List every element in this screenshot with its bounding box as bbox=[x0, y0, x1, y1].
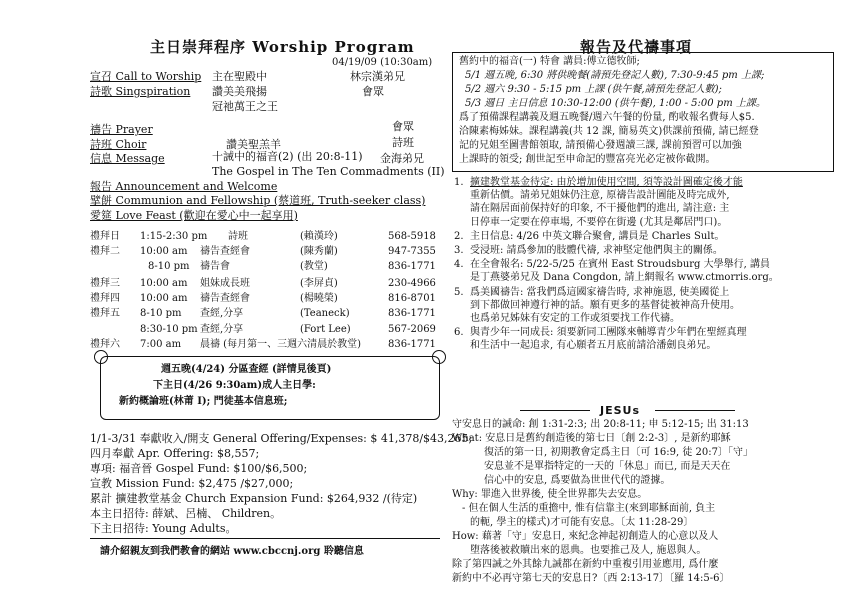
sabbath-line: 復活的第一日, 初期教會定爲主日〔可 16:9, 徒 20:7〕「守」 bbox=[484, 447, 753, 458]
schedule-phone: 836-1771 bbox=[388, 308, 436, 319]
sabbath-line: Why: 罪進入世界後, 使全世界都失去安息。 bbox=[452, 489, 648, 500]
schedule-contact: (教堂) bbox=[300, 261, 328, 272]
item-line: 和生活中一起追求, 有心願者五月底前請洽潘劍良弟兄。 bbox=[470, 340, 717, 352]
prayer-leader: 會眾 bbox=[392, 120, 414, 133]
call-to-worship-label: 宣召 Call to Worship bbox=[90, 70, 202, 83]
schedule-contact: (賴漢玲) bbox=[300, 231, 338, 242]
box-line: 爲了預備課程講義及週五晚餐/週六午餐的份量, 酌收報名費每人$5. bbox=[459, 112, 755, 123]
schedule-event: 禱告查經會 bbox=[200, 293, 250, 304]
usher-this-week: 本主日招待: 薛斌、呂楠、 Children。 bbox=[90, 507, 282, 520]
schedule-contact: (陳秀蘭) bbox=[300, 246, 338, 257]
schedule-event: 晨禱 (每月第一、三週六清晨於教堂) bbox=[200, 339, 361, 350]
sabbath-line: 新約中不必再守第七天的安息日?〔西 2:13-17〕〔羅 14:5-6〕 bbox=[452, 573, 730, 584]
box-line: 記的兄姐至圖書館領取, 請預備心發週讀三課, 課前預習可以加強 bbox=[459, 140, 742, 151]
schedule-time: 1:15-2:30 pm bbox=[140, 231, 208, 242]
sabbath-line: 安息並不是單指特定的一天的「休息」而已, 而是天天在 bbox=[484, 461, 731, 472]
item-line: 與青少年一同成長: 須要新同工團隊來輔導青少年們在聖經真理 bbox=[470, 327, 747, 339]
singspiration-song-1: 讚美美飛揚 bbox=[212, 85, 267, 98]
schedule-time: 7:00 am bbox=[140, 339, 182, 350]
sabbath-line: 守安息日的誡命: 創 1:31-2:3; 出 20:8-11; 申 5:12-15; 出 31:13 bbox=[452, 419, 749, 430]
schedule-event: 禱告查經會 bbox=[200, 246, 250, 257]
scroll-line: 下主日(4/26 9:30am)成人主日學: bbox=[153, 380, 316, 391]
schedule-contact: (楊曉榮) bbox=[300, 293, 338, 304]
announcement-item bbox=[452, 244, 837, 257]
message-label: 信息 Message bbox=[90, 152, 165, 165]
item-line: 到下都做回神遵行神的話。願有更多的基督徒被神高升使用。 bbox=[470, 299, 740, 311]
communion-label: 擘餅 Communion and Fellowship (蔡道班, Truth-seeker class) bbox=[90, 194, 426, 207]
message-title: 十誡中的福音(2) (出 20:8-11) bbox=[212, 150, 363, 163]
item-line: 是丁燕婆弟兄及 Dana Congdon, 請上網報名 www.ctmorris.org。 bbox=[470, 272, 779, 284]
choir-label: 詩班 Choir bbox=[90, 138, 147, 151]
usher-next-week: 下主日招待: Young Adults。 bbox=[90, 522, 237, 535]
worship-program-title: 主日崇拜程序 Worship Program bbox=[150, 38, 415, 56]
announcement-item bbox=[452, 286, 837, 326]
announcement-item bbox=[452, 176, 837, 229]
item-line: 也爲弟兄姊妹有安定的工作或須要找工作代禱。 bbox=[470, 313, 680, 325]
banner-rule-right bbox=[655, 410, 735, 411]
upcoming-events-scroll bbox=[100, 356, 440, 420]
schedule-phone: 567-2069 bbox=[388, 324, 436, 335]
schedule-time: 8:30-10 pm bbox=[140, 324, 198, 335]
box-line: 5/2 週六 9:30 - 5:15 pm 上課 (供午餐,請預先登記人數); bbox=[465, 84, 722, 95]
schedule-day: 禮拜五 bbox=[90, 308, 120, 319]
schedule-phone: 836-1771 bbox=[388, 339, 436, 350]
schedule-phone: 947-7355 bbox=[388, 246, 436, 257]
announcement-item bbox=[452, 258, 837, 284]
schedule-time: 8-10 pm bbox=[140, 308, 182, 319]
schedule-day: 禮拜三 bbox=[90, 278, 120, 289]
item-line: 爲美國禱告: 當我們爲這國家禱告時, 求神施恩, 使美國從上 bbox=[470, 286, 730, 298]
item-number: 3. bbox=[454, 245, 464, 257]
item-number: 1. bbox=[454, 177, 464, 188]
announcement-item bbox=[452, 230, 837, 243]
jesus-banner: JESUs bbox=[600, 404, 641, 417]
special-meeting-box bbox=[452, 52, 834, 172]
schedule-day: 禮拜日 bbox=[90, 231, 120, 242]
announcement-label: 報告 Announcement and Welcome bbox=[90, 180, 278, 193]
schedule-day: 禮拜二 bbox=[90, 246, 120, 257]
message-title-en: The Gospel in The Ten Commadments (II) bbox=[212, 165, 445, 178]
choir-song: 讚美聖羔羊 bbox=[226, 138, 281, 151]
sabbath-line: How: 藉著「守」安息日, 來紀念神起初創造人的心意以及人 bbox=[452, 531, 719, 542]
item-line: 擴建教堂基金待定: 由於增加使用空間, 須等設計圖確定後才能 bbox=[470, 177, 743, 188]
schedule-time: 8-10 pm bbox=[148, 261, 190, 272]
scroll-line: 週五晚(4/24) 分區查經 (詳情見後頁) bbox=[161, 364, 332, 375]
offering-line: 專項: 福音晉 Gospel Fund: $100/$6,500; bbox=[90, 462, 308, 475]
schedule-day: 禮拜六 bbox=[90, 339, 120, 350]
sabbath-line: 信心中的安息, 爲要做為世世代代的證據。 bbox=[484, 475, 671, 486]
schedule-contact: (Fort Lee) bbox=[300, 324, 351, 335]
schedule-event: 查經,分享 bbox=[200, 308, 244, 319]
service-date: 04/19/09 (10:30am) bbox=[332, 57, 433, 68]
singspiration-leader: 會眾 bbox=[362, 85, 384, 98]
box-line: 上課時的領受; 創世記至申命記的豐富亮光必定被你截開。 bbox=[459, 154, 716, 165]
item-line: 在全會報名: 5/22-5/25 在賓州 East Stroudsburg 大學舉行, 講員 bbox=[470, 259, 770, 271]
box-line: 5/3 週日 主日信息 10:30-12:00 (供午餐), 1:00 - 5:00 pm 上課。 bbox=[465, 98, 766, 109]
footer-website-note: 請介紹親友到我們教會的網站 www.cbccnj.org 聆聽信息 bbox=[100, 546, 364, 557]
box-line: 洽陳素梅姊妹。課程講義(共 12 課, 簡易英文)供課前預備, 請已經登 bbox=[459, 126, 759, 137]
offering-line: 宣教 Mission Fund: $2,475 /$27,000; bbox=[90, 477, 294, 490]
sabbath-line: 堕落後被救贖出來的恩典。也要推己及人, 施恩與人。 bbox=[470, 545, 707, 556]
schedule-phone: 568-5918 bbox=[388, 231, 436, 242]
item-line: 請在隔居面前保持好的印象, 不干擾他們的進出, 請注意: 主 bbox=[470, 203, 730, 215]
announcements-title: 報告及代禱事項 bbox=[580, 38, 693, 56]
choir-leader: 詩班 bbox=[392, 136, 414, 149]
schedule-event: 禱告會 bbox=[200, 261, 230, 272]
box-line: 舊約中的福音(一) 特會 講員:傅立德牧師; bbox=[459, 56, 640, 67]
schedule-contact: (李屏貞) bbox=[300, 278, 338, 289]
offering-line: 累計 擴建教堂基金 Church Expansion Fund: $264,932 /(待定) bbox=[90, 492, 418, 505]
item-number: 5. bbox=[454, 286, 464, 298]
schedule-event: 姐妹成長班 bbox=[200, 278, 250, 289]
singspiration-label: 詩歌 Singspiration bbox=[90, 85, 191, 98]
item-line: 主日信息: 4/26 中英文聯合聚會, 講員是 Charles Sult。 bbox=[470, 230, 725, 242]
scroll-line: 新約概論班(林莆 I); 門徒基本信息班; bbox=[119, 396, 288, 407]
schedule-time: 10:00 am bbox=[140, 293, 188, 304]
schedule-phone: 230-4966 bbox=[388, 278, 436, 289]
schedule-phone: 816-8701 bbox=[388, 293, 436, 304]
item-line: 日停車一定要在停車場, 不要停在街邊 (尤其是鄰居門口)。 bbox=[470, 216, 728, 228]
item-number: 4. bbox=[454, 259, 464, 271]
schedule-event: 查經,分享 bbox=[200, 324, 244, 335]
item-number: 6. bbox=[454, 327, 464, 339]
schedule-time: 10:00 am bbox=[140, 246, 188, 257]
prayer-label: 禱告 Prayer bbox=[90, 123, 153, 136]
offering-line: 1/1-3/31 奉獻收入/開支 General Offering/Expenses: $ 41,378/$43,265; bbox=[90, 432, 473, 445]
schedule-event: 詩班 bbox=[228, 231, 248, 242]
footer-divider bbox=[90, 538, 440, 539]
item-line: 受浸班: 請爲參加的肢體代禱, 求神堅定他們與主的關係。 bbox=[470, 245, 723, 257]
singspiration-song-2: 冠祂萬王之王 bbox=[212, 100, 278, 113]
announcement-item bbox=[452, 326, 837, 352]
schedule-time: 10:00 am bbox=[140, 278, 188, 289]
sabbath-line: - 但在個人生活的重擔中, 惟有信靠主(來到耶穌面前, 負主 bbox=[462, 503, 716, 514]
sabbath-line: What: 安息日是舊約創造後的第七日〔創 2:2-3〕, 是新約耶穌 bbox=[452, 433, 731, 444]
love-feast-label: 愛筵 Love Feast (歡迎在愛心中一起享用) bbox=[90, 209, 298, 222]
item-line: 重新估價。請弟兄姐妹仍注意, 原禱告設計圖能及時完成外, bbox=[470, 190, 730, 202]
offering-line: 四月奉獻 Apr. Offering: $8,557; bbox=[90, 447, 260, 460]
message-speaker: 金海弟兄 bbox=[380, 152, 424, 165]
sabbath-line: 除了第四誡之外其餘九誡都在新約中重複引用並應用, 爲什麼 bbox=[452, 559, 719, 570]
schedule-phone: 836-1771 bbox=[388, 261, 436, 272]
box-line: 5/1 週五晚, 6:30 將供晚餐(請預先登記人數), 7:30-9:45 pm 上課; bbox=[465, 70, 765, 81]
call-to-worship-song: 主在聖殿中 bbox=[212, 70, 267, 83]
banner-rule-left bbox=[520, 410, 590, 411]
schedule-day: 禮拜四 bbox=[90, 293, 120, 304]
call-to-worship-leader: 林宗漢弟兄 bbox=[350, 70, 405, 83]
item-number: 2. bbox=[454, 230, 464, 242]
announcement-list bbox=[452, 176, 837, 354]
schedule-contact: (Teaneck) bbox=[300, 308, 350, 319]
sabbath-line: 的軛, 學主的樣式)才可能有安息。〔太 11:28-29〕 bbox=[470, 517, 694, 528]
